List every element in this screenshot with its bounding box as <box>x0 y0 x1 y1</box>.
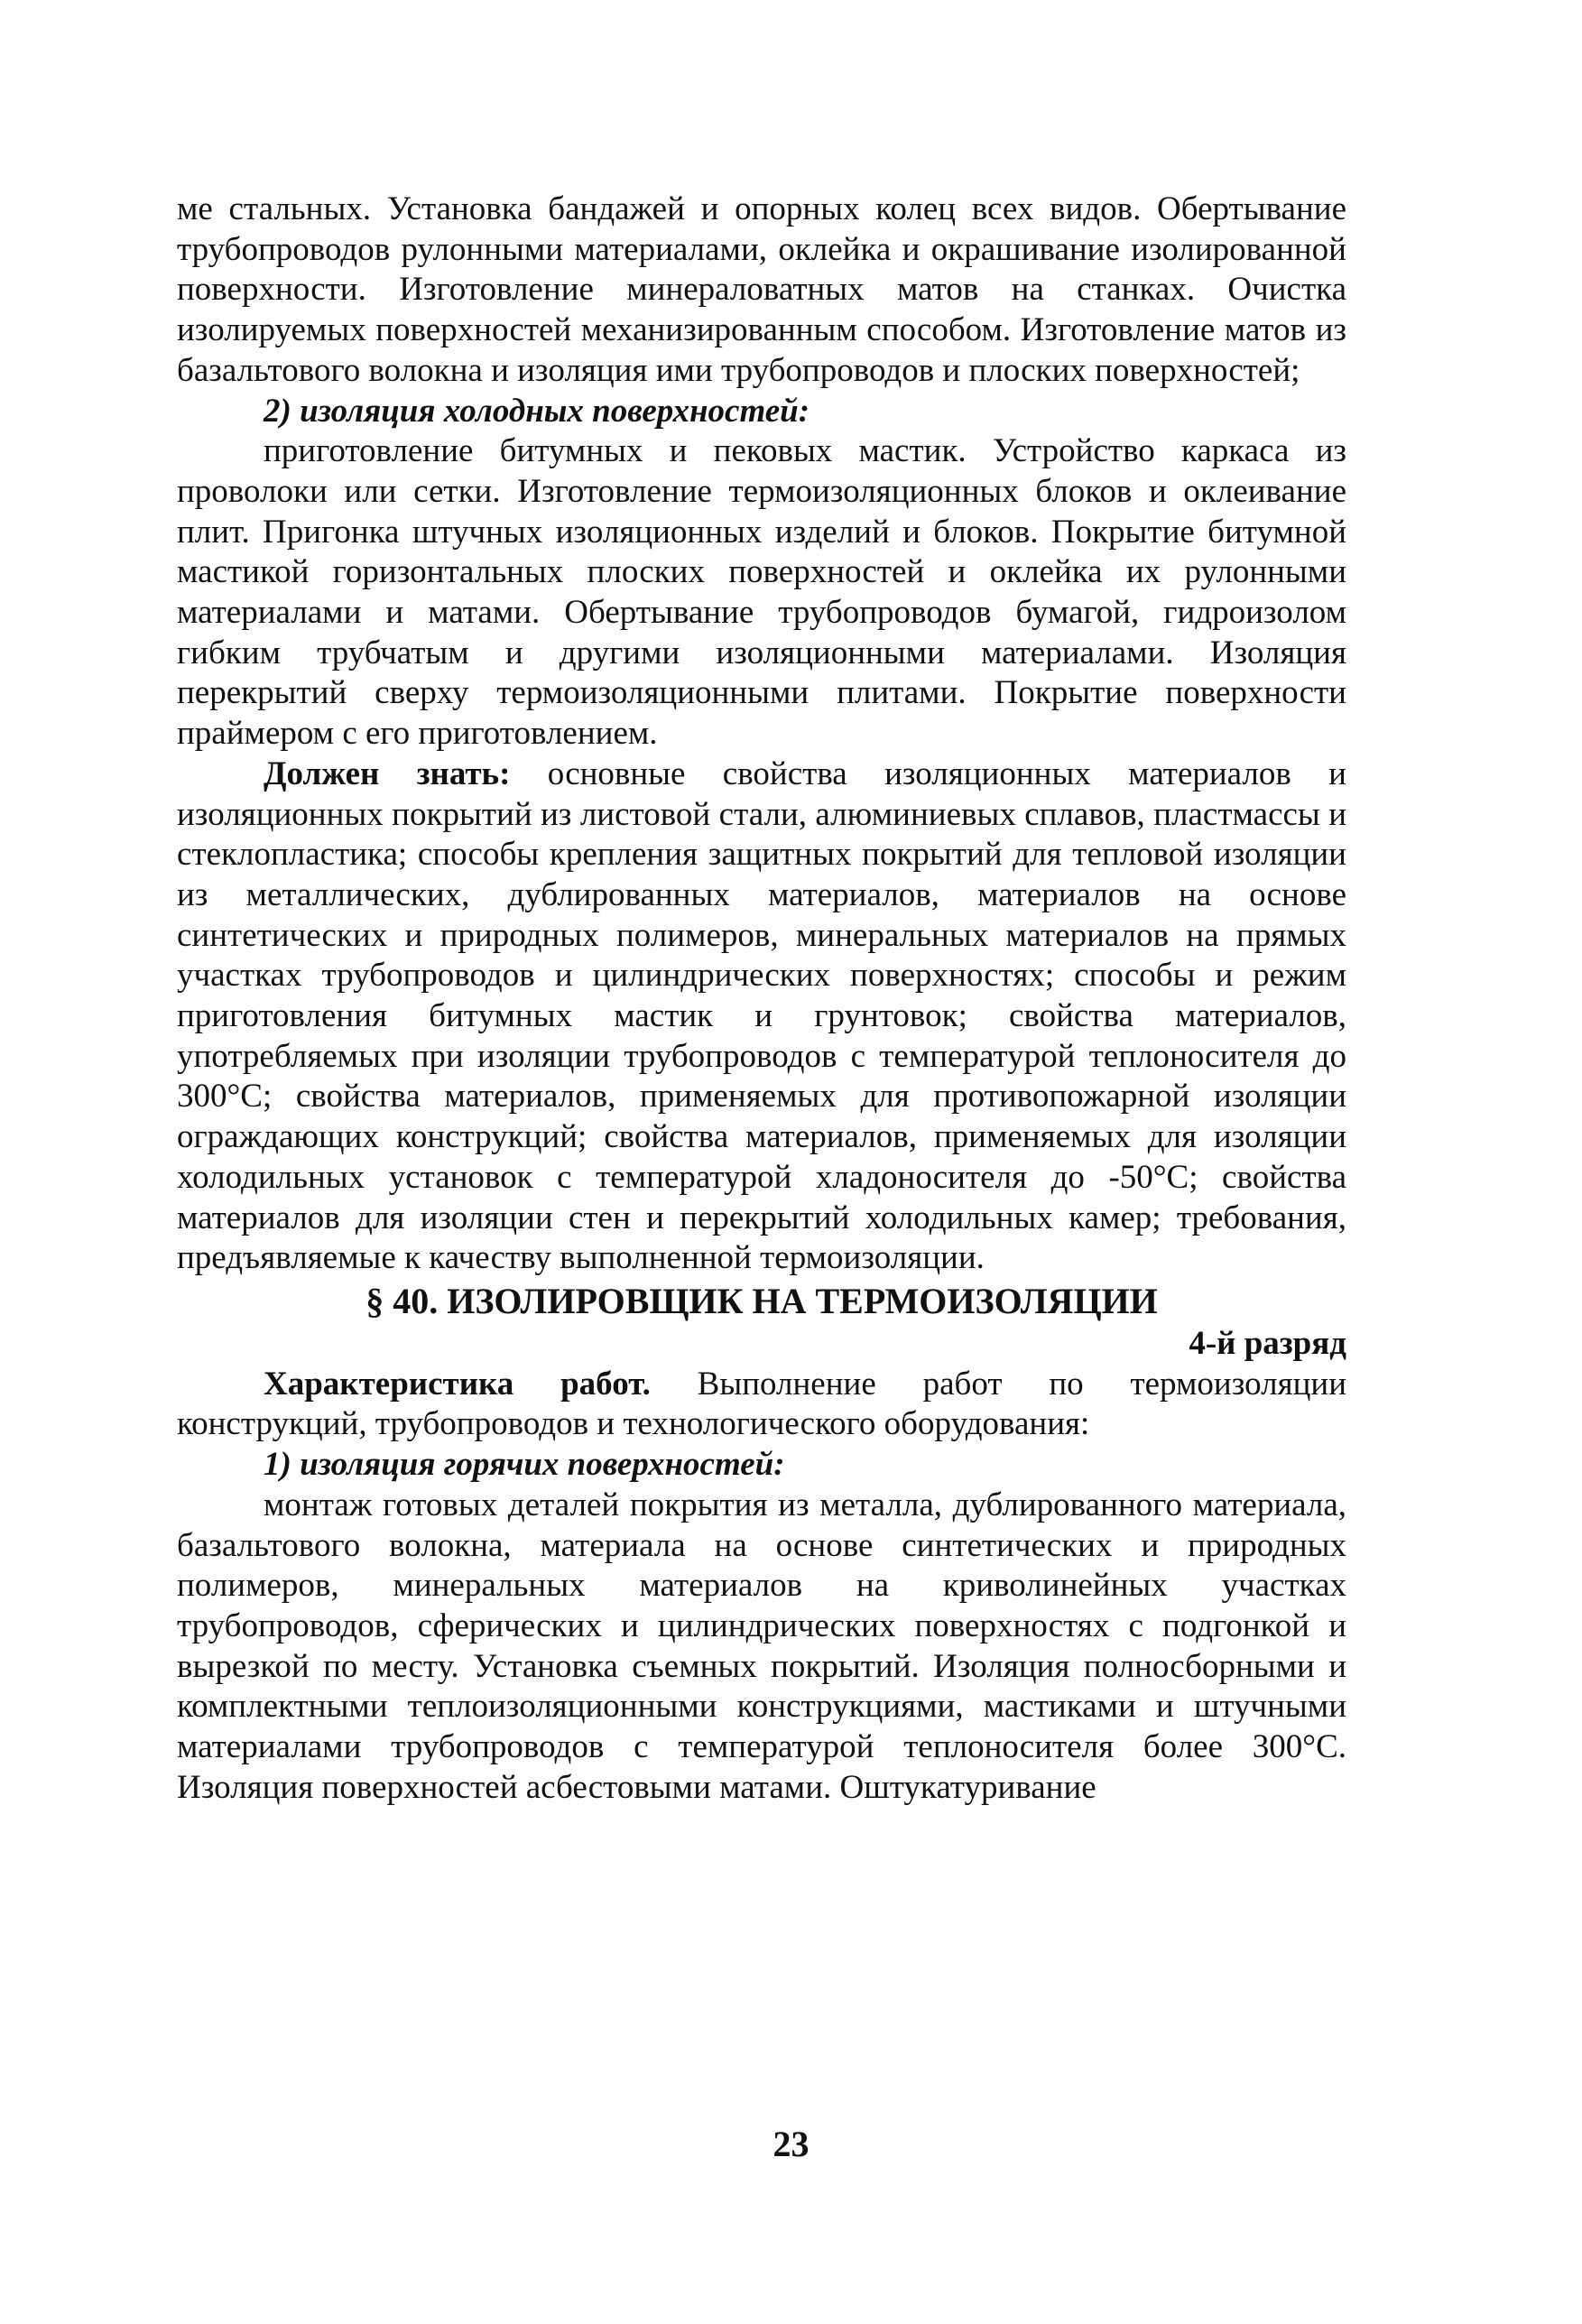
page-number: 23 <box>772 2124 810 2164</box>
hot-surfaces-heading: 1) изоляция горячих поверхностей: <box>264 1446 785 1484</box>
continuation-paragraph: ме стальных. Установка бандажей и опорных колец всех видов. Обертывание трубопроводов рулонными материалами, оклейка и окрашивание изолированной поверхности. Изготовление минераловатных матов на станках. Очистка изолируемых поверхностей механизированным способом. Изготовление матов из базальтового волокна и изоляция ими трубопроводов и плоских поверхностей; <box>177 190 1346 389</box>
cold-surfaces-heading: 2) изоляция холодных поверхностей: <box>264 392 810 430</box>
work-characteristic-label: Характеристика работ. <box>264 1365 651 1403</box>
work-characteristic-paragraph <box>177 1365 1346 1445</box>
must-know-paragraph <box>177 755 1346 1279</box>
hot-surfaces-paragraph: монтаж готовых деталей покрытия из металла, дублированного материала, базальтового волокна, материала на основе синтетических и природных полимеров, минеральных материалов на криволинейных участках трубопроводов, сферических и цилиндрических поверхностях с подгонкой и вырезкой по месту. Установка съемных покрытий. Изоляция полносборными и комплектными теплоизоляционными конструкциями, мастиками и штучными материалами трубопроводов с температурой теплоносителя более 300°С. Изоляция поверхностей асбестовыми матами. Оштукатуривание <box>177 1486 1346 1806</box>
must-know-text: основные свойства изоляционных материалов и изоляционных покрытий из листовой стали, алюминиевых сплавов, пластмассы и стеклопластика; способы крепления защитных покрытий для тепловой изоляции из металлических, дублированных материалов, материалов на основе синтетических и природных полимеров, минеральных материалов на прямых участках трубопроводов и цилиндрических поверхностях; способы и режим приготовления битумных мастик и грунтовок; свойства материалов, употребляемых при изоляции трубопроводов с температурой теплоносителя до 300°С; свойства материалов, применяемых для противопожарной изоляции ограждающих конструкций; свойства материалов, применяемых для изоляции холодильных установок с температурой хладоносителя до -50°С; свойства материалов для изоляции стен и перекрытий холодильных камер; требования, предъявляемые к качеству выполненной термоизоляции. <box>177 755 1346 1277</box>
grade-label: 4-й разряд <box>1189 1324 1346 1362</box>
must-know-label: Должен знать: <box>264 755 511 792</box>
page-body <box>177 190 1346 1808</box>
cold-surfaces-paragraph: приготовление битумных и пековых мастик. Устройство каркаса из проволоки или сетки. Изготовление термоизоляционных блоков и оклеивание плит. Пригонка штучных изоляционных изделий и блоков. Покрытие битумной мастикой горизонтальных плоских поверхностей и оклейка их рулонными материалами и матами. Обертывание трубопроводов бумагой, гидроизолом гибким трубчатым и другими изоляционными материалами. Изоляция перекрытий сверху термоизоляционными плитами. Покрытие поверхности праймером с его приготовлением. <box>177 432 1346 753</box>
section-title: § 40. ИЗОЛИРОВЩИК НА ТЕРМОИЗОЛЯЦИИ <box>365 1280 1158 1321</box>
work-characteristic-text: Выполнение работ по термоизоляции конструкций, трубопроводов и технологического оборудования: <box>177 1365 1346 1443</box>
